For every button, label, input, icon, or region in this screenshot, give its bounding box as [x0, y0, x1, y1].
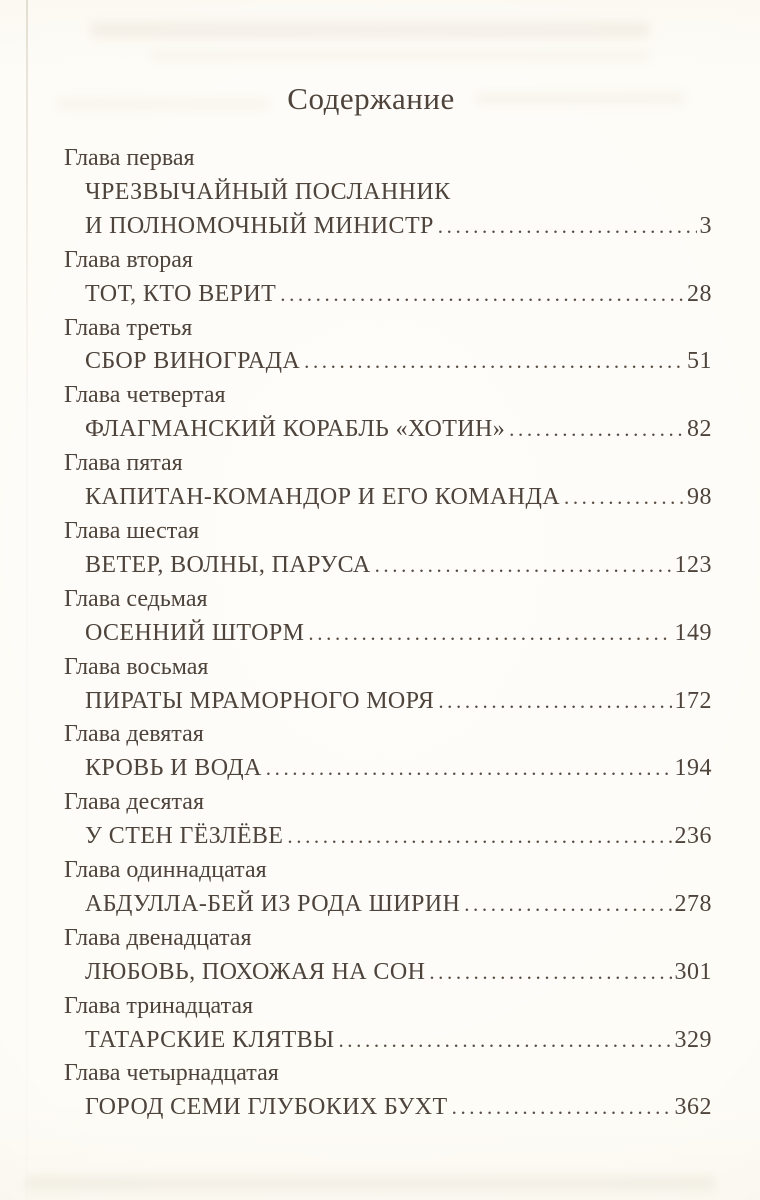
toc-chapter-label: Глава первая [64, 145, 195, 171]
page-number: 3 [699, 212, 712, 239]
toc-entry [64, 854, 712, 922]
dot-leader [464, 888, 671, 922]
toc-title-line [64, 278, 712, 312]
toc-title-line [64, 481, 712, 515]
toc-entry [64, 583, 712, 651]
page-number: 123 [674, 551, 712, 578]
toc-title-line [64, 956, 712, 990]
toc-title-line [64, 1091, 712, 1125]
toc-chapter-label: Глава шестая [64, 517, 200, 544]
page-number: 278 [674, 890, 712, 917]
chapter-title-text: КРОВЬ И ВОДА [85, 755, 262, 782]
chapter-title-text: У СТЕН ГЁЗЛЁВЕ [85, 823, 284, 850]
page-number: 149 [674, 619, 712, 646]
chapter-title-text: КАПИТАН-КОМАНДОР И ЕГО КОМАНДА [85, 484, 560, 511]
toc-chapter-label: Глава четвертая [64, 382, 226, 409]
toc-entry [64, 312, 712, 380]
chapter-title-text: АБДУЛЛА-БЕЙ ИЗ РОДА ШИРИН [85, 890, 461, 917]
toc-title-line [64, 685, 712, 719]
dot-leader [287, 820, 671, 854]
toc-title-line [64, 176, 712, 210]
dot-leader [375, 549, 672, 583]
dot-leader [564, 481, 684, 515]
chapter-title-text: ТАТАРСКИЕ КЛЯТВЫ [85, 1026, 335, 1053]
page-number: 236 [674, 823, 712, 850]
toc-entry [64, 447, 712, 515]
toc-entry [64, 142, 712, 244]
chapter-title-text: И ПОЛНОМОЧНЫЙ МИНИСТР [85, 212, 434, 239]
dot-leader [308, 617, 671, 651]
dot-leader [280, 278, 684, 312]
dot-leader [509, 413, 684, 447]
chapter-title-text: ЧРЕЗВЫЧАЙНЫЙ ПОСЛАННИК [85, 178, 451, 205]
toc-title-line [64, 752, 712, 786]
toc-entry [64, 515, 712, 583]
toc-chapter-label: Глава двенадцатая [64, 924, 252, 951]
chapter-title-text: ПИРАТЫ МРАМОРНОГО МОРЯ [85, 687, 435, 714]
toc-entry [64, 651, 712, 719]
chapter-title-text: ЛЮБОВЬ, ПОХОЖАЯ НА СОН [85, 958, 426, 985]
page-number: 362 [674, 1094, 712, 1121]
toc-entry [64, 922, 712, 990]
toc-entry [64, 1057, 712, 1125]
toc-title-line [64, 888, 712, 922]
toc-title-line [64, 345, 712, 379]
page-showthrough [25, 1176, 715, 1190]
page-number: 98 [687, 484, 712, 511]
toc-title-line [64, 210, 712, 244]
chapter-title-text: ФЛАГМАНСКИЙ КОРАБЛЬ «ХОТИН» [85, 416, 506, 443]
toc-chapter-label: Глава восьмая [64, 653, 209, 680]
toc-title-line [64, 549, 712, 583]
dot-leader [438, 210, 697, 244]
dot-leader [304, 345, 684, 379]
page-number: 51 [687, 348, 712, 375]
chapter-title-text: ТОТ, КТО ВЕРИТ [85, 280, 277, 307]
chapter-title-text: СБОР ВИНОГРАДА [85, 348, 301, 375]
toc-chapter-label: Глава девятая [64, 721, 204, 748]
toc-title-line [64, 617, 712, 651]
toc-entries [64, 142, 712, 1125]
toc-title-line [64, 1024, 712, 1058]
toc-chapter-label: Глава одиннадцатая [64, 857, 267, 884]
dot-leader [438, 685, 671, 719]
toc-chapter-label: Глава седьмая [64, 585, 208, 612]
page-edge-line [26, 0, 28, 1200]
table-of-contents [64, 80, 712, 1125]
dot-leader [338, 1024, 671, 1058]
toc-title-line [64, 413, 712, 447]
toc-chapter-label: Глава вторая [64, 246, 193, 273]
chapter-title-text: ВЕТЕР, ВОЛНЫ, ПАРУСА [85, 551, 371, 578]
chapter-title-text: ГОРОД СЕМИ ГЛУБОКИХ БУХТ [85, 1094, 448, 1121]
toc-entry [64, 718, 712, 786]
page-showthrough [150, 50, 650, 61]
page-number: 82 [687, 416, 712, 443]
dot-leader [429, 956, 671, 990]
page-title: Содержание [287, 81, 455, 116]
toc-title-line [64, 820, 712, 854]
chapter-title-text: ОСЕННИЙ ШТОРМ [85, 619, 305, 646]
page-number: 301 [674, 958, 712, 985]
dot-leader [452, 1091, 672, 1125]
toc-chapter-label: Глава пятая [64, 450, 183, 477]
toc-entry [64, 786, 712, 854]
page-number: 28 [687, 280, 712, 307]
page-showthrough [90, 22, 650, 38]
page-number: 329 [674, 1026, 712, 1053]
toc-entry [64, 379, 712, 447]
toc-chapter-label: Глава десятая [64, 789, 204, 816]
page-number: 194 [674, 755, 712, 782]
toc-chapter-label: Глава четырнадцатая [64, 1060, 279, 1087]
page-number: 172 [674, 687, 712, 714]
toc-entry [64, 990, 712, 1058]
dot-leader [266, 752, 672, 786]
toc-chapter-label: Глава третья [64, 314, 193, 341]
toc-entry [64, 244, 712, 312]
toc-chapter-label: Глава тринадцатая [64, 992, 254, 1019]
